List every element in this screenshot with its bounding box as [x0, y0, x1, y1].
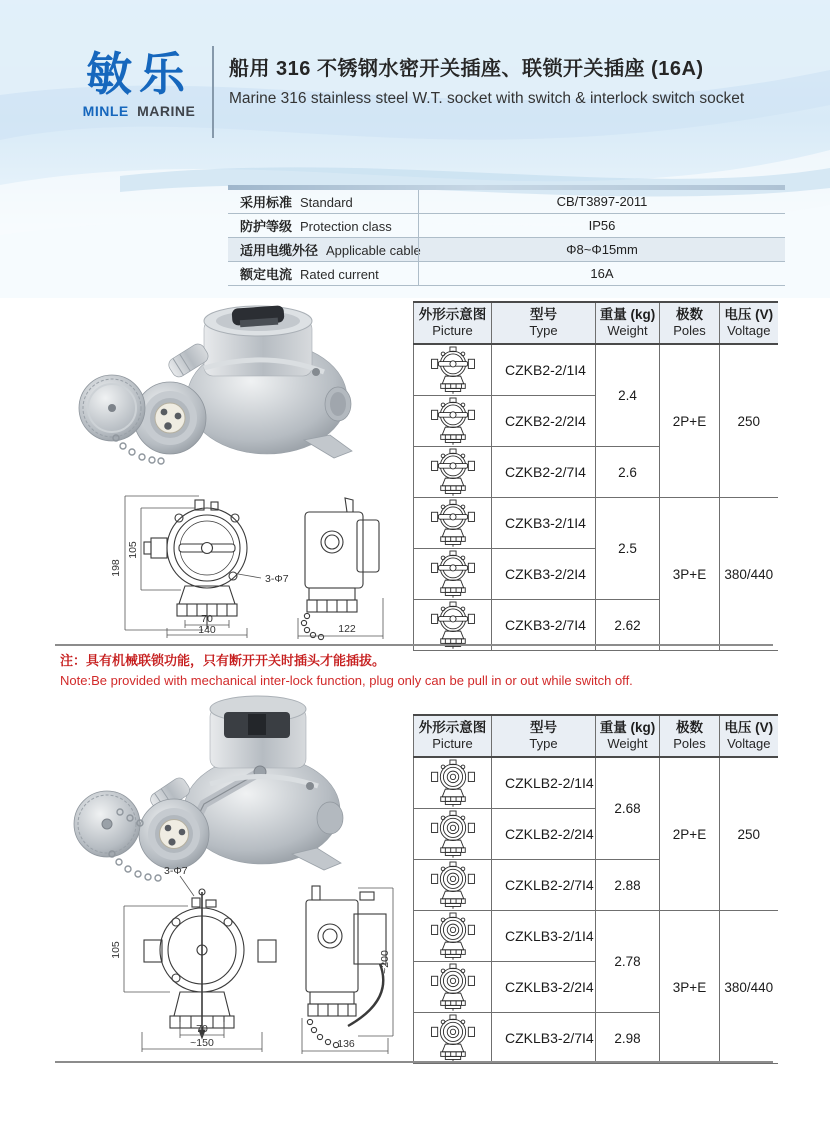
spec-label-en: Standard [300, 195, 353, 210]
col-type: 型号 Type [492, 715, 596, 757]
section-divider [55, 1061, 773, 1063]
spec-row-standard [228, 190, 785, 214]
picture-cell [414, 1013, 492, 1064]
col-weight: 重量 (kg) Weight [596, 302, 660, 344]
voltage-cell: 380/440 [720, 911, 778, 1064]
product-photo-switch-socket [52, 290, 397, 478]
socket-schematic-icon [430, 600, 476, 650]
col-picture: 外形示意图 Picture [414, 715, 492, 757]
weight-cell: 2.78 [596, 911, 660, 1013]
brand-logo-en [64, 103, 214, 119]
spec-label-en: Rated current [300, 267, 379, 282]
socket-schematic-icon [430, 1013, 476, 1063]
type-cell: CZKB3-2/1I4 [492, 498, 596, 549]
type-cell: CZKB3-2/7I4 [492, 600, 596, 651]
spec-value: IP56 [418, 214, 785, 237]
spec-label-en: Protection class [300, 219, 392, 234]
spec-value: Φ8~Φ15mm [418, 238, 785, 261]
brand-logo [64, 50, 214, 119]
socket-schematic-icon [430, 345, 476, 395]
brand-logo-zh: 敏乐 [86, 48, 192, 100]
socket-schematic-icon [430, 962, 476, 1012]
product-table-switch-socket [413, 301, 778, 651]
spec-value: CB/T3897-2011 [418, 190, 785, 213]
dim-side-height: ~200 [379, 950, 391, 974]
socket-schematic-icon [430, 549, 476, 599]
col-weight: 重量 (kg) Weight [596, 715, 660, 757]
socket-schematic-icon [430, 447, 476, 497]
dim-side-width: 136 [337, 1038, 355, 1050]
table-row [414, 498, 778, 549]
col-type: 型号 Type [492, 302, 596, 344]
col-poles: 极数 Poles [660, 302, 720, 344]
picture-cell [414, 396, 492, 447]
poles-cell: 3P+E [660, 911, 720, 1064]
dimension-drawing-interlock-socket [80, 858, 400, 1058]
picture-cell [414, 911, 492, 962]
dim-width-outer: ~150 [190, 1037, 214, 1049]
picture-cell [414, 447, 492, 498]
brand-name-marine: MARINE [137, 103, 196, 120]
spec-label-zh: 额定电流 [240, 267, 293, 282]
table-row [414, 757, 778, 809]
weight-cell: 2.5 [596, 498, 660, 600]
note-en: Note:Be provided with mechanical inter-lock function, plug only can be pull in or out while switch off. [60, 673, 633, 688]
type-cell: CZKB3-2/2I4 [492, 549, 596, 600]
col-voltage: 电压 (V) Voltage [720, 302, 778, 344]
socket-schematic-icon [430, 396, 476, 446]
poles-cell: 2P+E [660, 344, 720, 498]
spec-label-en: Applicable cable [326, 243, 421, 258]
picture-cell [414, 549, 492, 600]
table-header-row [414, 302, 778, 344]
type-cell: CZKLB2-2/1I4 [492, 757, 596, 809]
socket-schematic-icon [430, 860, 476, 910]
dimension-drawing-switch-socket [95, 478, 395, 641]
spec-row-protection [228, 214, 785, 238]
dim-height-total: 198 [110, 559, 122, 577]
weight-cell: 2.98 [596, 1013, 660, 1064]
header-divider [212, 46, 214, 138]
dim-width-inner: 70 [201, 613, 213, 625]
weight-cell: 2.62 [596, 600, 660, 651]
weight-cell: 2.88 [596, 860, 660, 911]
spec-value: 16A [418, 262, 785, 285]
picture-cell [414, 860, 492, 911]
type-cell: CZKLB3-2/1I4 [492, 911, 596, 962]
spec-row-cable [228, 238, 785, 262]
dim-holes: 3-Φ7 [265, 573, 289, 585]
picture-cell [414, 809, 492, 860]
socket-schematic-icon [430, 758, 476, 808]
table-row [414, 344, 778, 396]
voltage-cell: 250 [720, 757, 778, 911]
dim-side-width: 122 [338, 623, 356, 635]
weight-cell: 2.6 [596, 447, 660, 498]
type-cell: CZKLB2-2/2I4 [492, 809, 596, 860]
dim-width-inner: 70 [196, 1023, 208, 1035]
type-cell: CZKB2-2/2I4 [492, 396, 596, 447]
dim-height-upper: 105 [110, 941, 122, 959]
dim-width-outer: 140 [198, 624, 216, 636]
picture-cell [414, 600, 492, 651]
product-table-interlock-socket [413, 714, 778, 1064]
picture-cell [414, 498, 492, 549]
spec-table [228, 185, 785, 286]
note-zh: 注：具有机械联锁功能，只有断开开关时插头才能插拔。 [60, 653, 386, 668]
socket-schematic-icon [430, 809, 476, 859]
poles-cell: 3P+E [660, 498, 720, 651]
picture-cell [414, 757, 492, 809]
col-voltage: 电压 (V) Voltage [720, 715, 778, 757]
page-title-en: Marine 316 stainless steel W.T. socket with switch & interlock switch socket [229, 90, 745, 107]
table-header-row [414, 715, 778, 757]
picture-cell [414, 962, 492, 1013]
col-picture: 外形示意图 Picture [414, 302, 492, 344]
socket-schematic-icon [430, 911, 476, 961]
voltage-cell: 380/440 [720, 498, 778, 651]
type-cell: CZKLB2-2/7I4 [492, 860, 596, 911]
poles-cell: 2P+E [660, 757, 720, 911]
brand-name-minle: MINLE [82, 103, 129, 120]
spec-label-zh: 防护等级 [240, 219, 293, 234]
spec-row-current [228, 262, 785, 286]
page-title-block [229, 56, 814, 108]
spec-label-zh: 适用电缆外径 [240, 243, 319, 258]
type-cell: CZKB2-2/7I4 [492, 447, 596, 498]
weight-cell: 2.4 [596, 344, 660, 447]
page-title-zh: 船用 316 不锈钢水密开关插座、联锁开关插座 (16A) [229, 58, 704, 80]
type-cell: CZKLB3-2/7I4 [492, 1013, 596, 1064]
spec-label-zh: 采用标准 [240, 195, 293, 210]
col-poles: 极数 Poles [660, 715, 720, 757]
weight-cell: 2.68 [596, 757, 660, 860]
section-divider [55, 644, 773, 646]
dim-height-upper: 105 [127, 541, 139, 559]
product-photo-interlock-socket [52, 692, 397, 882]
picture-cell [414, 344, 492, 396]
socket-schematic-icon [430, 498, 476, 548]
dim-holes: 3-Φ7 [164, 865, 188, 877]
voltage-cell: 250 [720, 344, 778, 498]
table-row [414, 911, 778, 962]
type-cell: CZKLB3-2/2I4 [492, 962, 596, 1013]
interlock-note [60, 650, 633, 688]
type-cell: CZKB2-2/1I4 [492, 344, 596, 396]
